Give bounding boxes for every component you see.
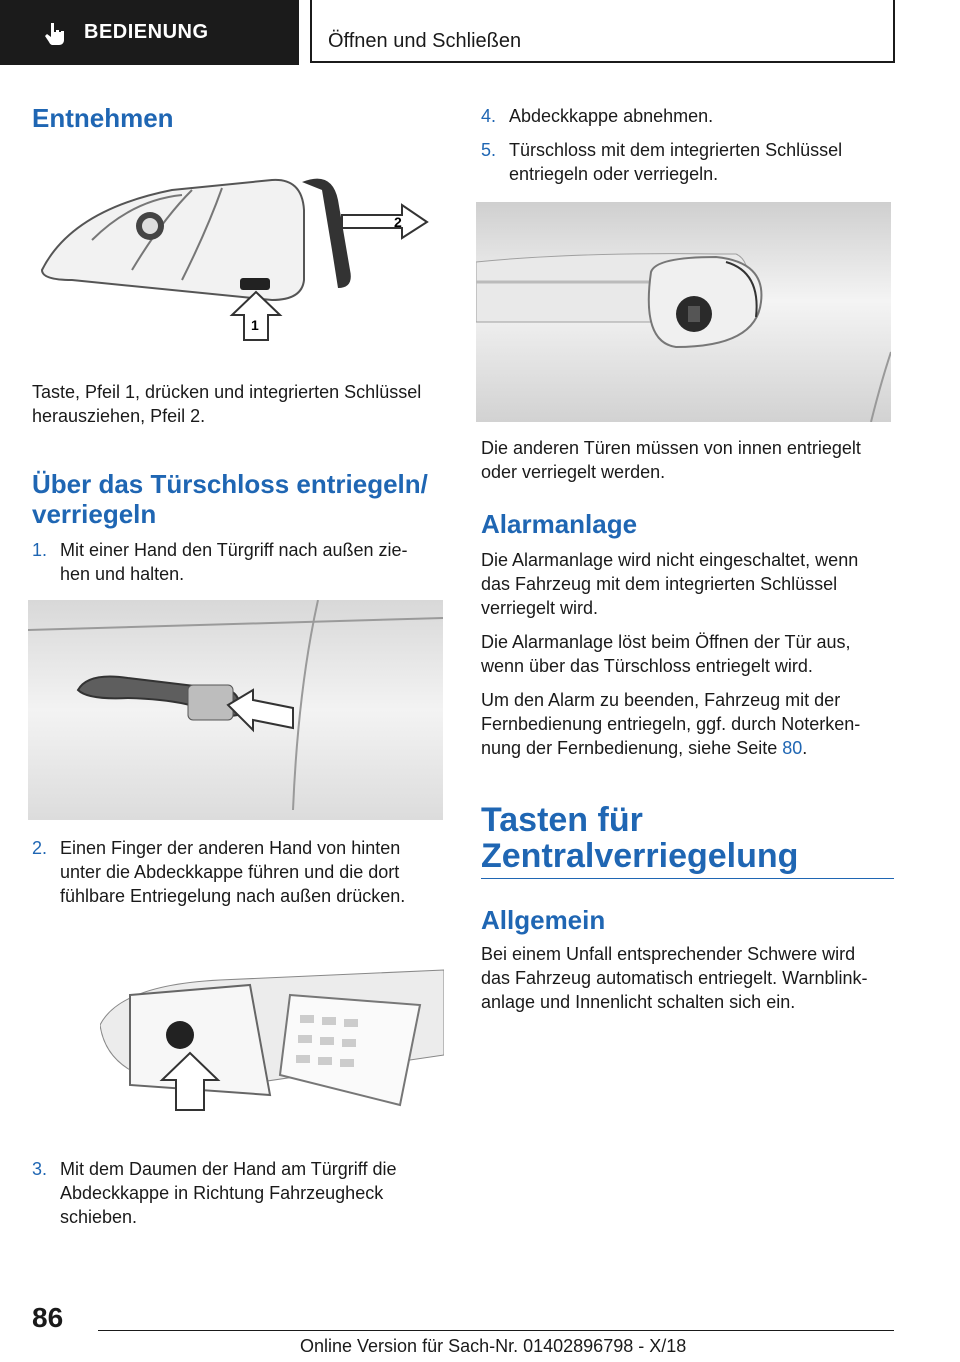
step-text-line: Mit einer Hand den Türgriff nach außen zie- (60, 540, 408, 560)
text-fragment: nung der Fernbedienung, siehe Seite (481, 738, 783, 758)
text-fragment: . (802, 738, 808, 758)
step-text-line: Abdeckkappe abnehmen. (509, 106, 714, 126)
text-line: Die Alarmanlage löst beim Öffnen der Tür aus, (481, 632, 851, 652)
heading-entnehmen: Entnehmen (32, 103, 174, 133)
text-line: anlage und Innenlicht schalten sich ein. (481, 992, 796, 1012)
door-lock-illustration (476, 202, 891, 422)
heading-tasten-line2: Zentralverriegelung (481, 837, 799, 875)
figure-key-removal (32, 170, 444, 355)
section-title: BEDIENUNG (84, 21, 209, 43)
step-text-line: hen und halten. (60, 564, 185, 584)
step-number: 4. (481, 106, 497, 126)
heading-tuerschloss-line1: Über das Türschloss entriegeln/ (32, 469, 428, 499)
heading-underline (481, 878, 894, 879)
svg-text:1: 1 (251, 317, 259, 333)
text-line: das Fahrzeug automatisch entriegelt. Warnblink- (481, 968, 868, 988)
step-number: 3. (32, 1159, 48, 1179)
step-text-line: fühlbare Entriegelung nach außen drücken. (60, 886, 406, 906)
step-text-line: Abdeckkappe in Richtung Fahrzeugheck (60, 1183, 384, 1203)
text-line: oder verriegelt werden. (481, 462, 666, 482)
chapter-title: Öffnen und Schließen (328, 30, 522, 52)
paragraph-other-doors (481, 436, 901, 484)
figure-door-lock (476, 202, 891, 422)
heading-allgemein: Allgemein (481, 905, 606, 935)
step-text-line: schieben. (60, 1207, 138, 1227)
step-text-line: entriegeln oder verriegeln. (509, 164, 719, 184)
heading-tuerschloss-line2: verriegeln (32, 499, 157, 529)
key-illustration (32, 170, 444, 355)
text-line: wenn über das Türschloss entriegelt wird. (481, 656, 813, 676)
step-text-line: Einen Finger der anderen Hand von hinten (60, 838, 401, 858)
text-line: Die anderen Türen müssen von innen entriegelt (481, 438, 861, 458)
page-link-80[interactable]: 80 (782, 738, 803, 758)
step-text-line: Türschloss mit dem integrierten Schlüssel (509, 140, 843, 160)
text-line (481, 736, 901, 760)
door-handle-illustration (28, 600, 443, 820)
figure-door-handle (28, 600, 443, 820)
step-number: 1. (32, 540, 48, 560)
step-number: 5. (481, 140, 497, 160)
paragraph-alarm-3 (481, 688, 901, 760)
footer-online-version: Online Version für Sach-Nr. 01402896798 - X/18 (300, 1336, 687, 1356)
cover-cap-illustration (100, 965, 444, 1115)
heading-tasten-line1: Tasten für (481, 801, 643, 839)
paragraph-alarm-2 (481, 630, 901, 678)
caption-key-removal: Taste, Pfeil 1, drücken und integrierten Schlüssel herausziehen, Pfeil 2. (32, 382, 422, 426)
paragraph-allgemein (481, 942, 901, 1014)
step-text-line: unter die Abdeckkappe führen und die dort (60, 862, 400, 882)
step-number: 2. (32, 838, 48, 858)
step-text-line: Mit dem Daumen der Hand am Türgriff die (60, 1159, 397, 1179)
text-line: Fernbedienung entriegeln, ggf. durch Noterken- (481, 714, 861, 734)
section-tab (0, 0, 299, 65)
paragraph-alarm-1 (481, 548, 901, 620)
text-line: Um den Alarm zu beenden, Fahrzeug mit der (481, 690, 841, 710)
chapter-header (310, 0, 895, 63)
figure-cover-cap (100, 965, 444, 1115)
heading-alarmanlage: Alarmanlage (481, 509, 638, 539)
text-line: das Fahrzeug mit dem integrierten Schlüssel (481, 574, 838, 594)
hand-pointer-icon (42, 20, 68, 46)
text-line: Die Alarmanlage wird nicht eingeschaltet, wenn (481, 550, 859, 570)
page-number: 86 (32, 1302, 64, 1333)
svg-text:2: 2 (394, 214, 402, 230)
footer-divider (98, 1330, 894, 1331)
text-line: verriegelt wird. (481, 598, 599, 618)
text-line: Bei einem Unfall entsprechender Schwere wird (481, 944, 856, 964)
